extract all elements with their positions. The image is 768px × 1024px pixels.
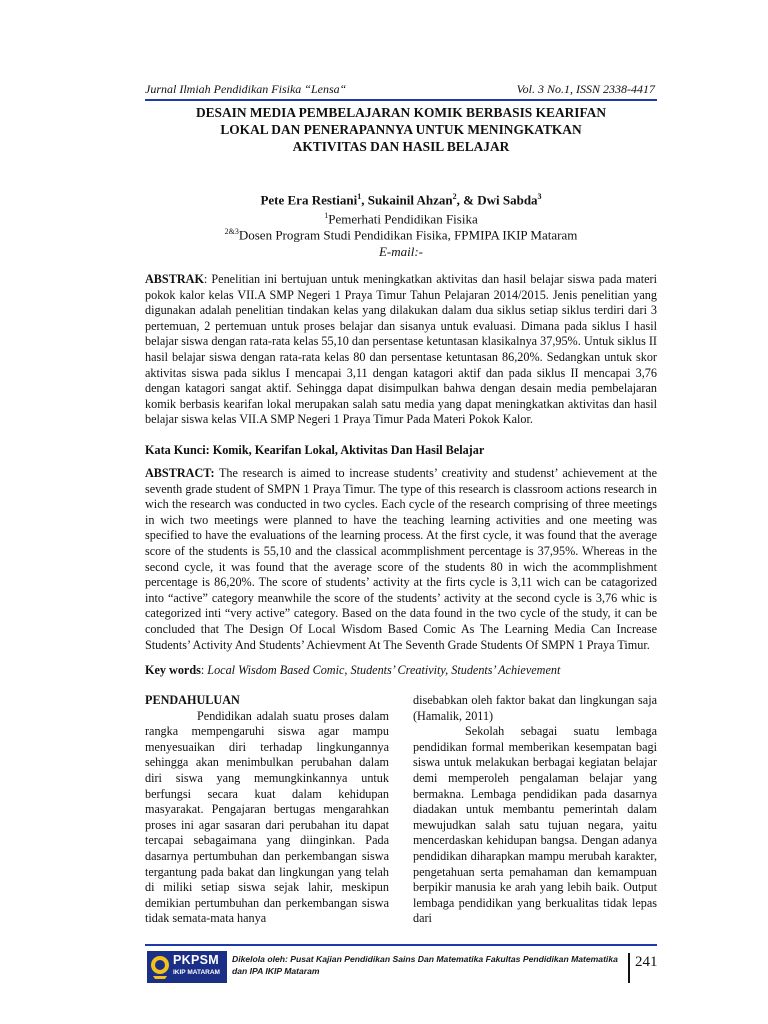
volume-issn: Vol. 3 No.1, ISSN 2338-4417 [516,82,655,96]
author-name: Dwi Sabda [477,192,538,208]
footer-separator [628,953,630,983]
email-line: E-mail:- [378,244,424,259]
author-name: Sukainil Ahzan [367,192,453,208]
page-number: 241 [635,954,658,970]
abstract-paragraph [145,466,657,653]
body-paragraph: Sekolah sebagai suatu lembaga pendidikan formal memberikan kesempatan bagi siswa untuk melakukan berbagai kegiatan belajar demi memperoleh pengalaman belajar yang bermakna. Lembaga pendidikan pada dasarnya diadakan untuk membantu pemerintah dalam mewujudkan salah satu tujuan negara, yaitu mencerdaskan kehidupan bangsa. Dengan adanya pendidikan diharapkan mampu merubah karakter, pengetahuan serta pemahaman dan kemampuan berpikir manusia ke arah yang lebih baik. Output lembaga pendidikan yang berkualitas tidak lepas dari [413,724,657,926]
page-footer [145,944,657,984]
footer-rule [145,944,657,946]
key-words-label: Key words [145,663,201,677]
header-rule [145,99,657,101]
author-name: Pete Era Restiani [260,192,358,208]
affiliation-text: Pemerhati Pendidikan Fisika [328,211,478,227]
affiliation-text: Dosen Program Studi Pendidikan Fisika, FPMIPA IKIP Mataram [238,227,578,243]
author-separator: , & [456,192,478,208]
kata-kunci: Kata Kunci: Komik, Kearifan Lokal, Aktivitas Dan Hasil Belajar [145,443,485,457]
abstract-label: ABSTRACT: [145,466,215,480]
key-words: Key words: Local Wisdom Based Comic, Students’ Creativity, Students’ Achievement [145,663,561,677]
body-paragraph-continuation: disebabkan oleh faktor bakat dan lingkungan saja (Hamalik, 2011) [413,693,657,723]
title-line: AKTIVITAS DAN HASIL BELAJAR [292,139,510,154]
logo-sub: IKIP MATARAM [173,969,220,976]
affiliation-sup: 1 [324,211,329,220]
author-sup: 3 [537,192,542,201]
affiliation-2 [145,227,657,243]
author-sup: 1 [357,192,362,201]
journal-name: Jurnal Ilmiah Pendidikan Fisika “Lensa“ [145,82,347,96]
affiliation-1 [145,211,657,227]
abstract-text: The research is aimed to increase students’ creativity and studenst’ achievement at the seventh grade student of SMPN 1 Praya Timur. The type of this research is classroom actions research in wich the research was conducted in two cycles. Each cycle of the research comprising of three meetings in wich two meetings were planned to have the teaching learning activities and one meeting was specified to have the evaluations of the learning process. At the first cycle, it was found that the average score of the students is 55,10 and the classical acommplishment percentage is 37,95%. Whereas in the second cycle, it was found that the average score of the students 80 in wich the acommplishment percentage is 86,20%. The score of students’ activity at the firts cycle is 3,11 wich can be catagorized into “active” category meanwhile the score of the students’ activity at the second cycle is 3,76 whic is categorized inti “very active” category. Based on the data found in the two cycle of the study, it can be concluded that The Design Of Local Wisdom Based Comic As The Learning Media Can Increase Students’ Activity And Students’ Achievment At The Seventh Grade Students Of SMPN 1 Praya Timur. [145,466,657,652]
logo-brand: PKPSM [173,953,219,967]
title-line: LOKAL DAN PENERAPANNYA UNTUK MENINGKATKAN [220,122,582,137]
body-column-left [145,693,389,927]
abstrak-label: ABSTRAK [145,272,204,286]
abstrak-text: : Penelitian ini bertujuan untuk meningkatkan aktivitas dan hasil belajar siswa pada materi pokok kalor kelas VII.A SMP Negeri 1 Praya Timur Tahun Pelajaran 2014/2015. Jenis penelitian yang digunakan adalah penelitian tindakan kelas yang dilakukan dalam dua siklus setiap siklus terdiri dari 3 pertemuan, 2 pertemuan untuk proses belajar dan sisanya untuk evaluasi. Dimana pada siklus I hasil belajar siswa dengan rata-rata kelas 55,10 dan persentase ketuntasan klasikalnya 37,95%. Untuk siklus II hasil belajar siswa dengan rata-rata kelas 80 dan persentase ketuntasan 86,20%. Sedangkan untuk skor aktivitas siswa pada siklus I mencapai 3,11 dengan katagori aktif dan pada siklus II mencapai 3,76 dengan katagori sangat aktif. Sehingga dapat disimpulkan bahwa dengan desain media pembelajaran komik berbasis kearifan lokal merupakan salah satu media yang dapat meningkatkan aktivitas dan hasil belajar siswa kelas VII.A SMP Negeri 1 Praya Timur Pada Materi Pokok Kalor. [145,272,657,427]
article-title [145,104,657,155]
abstrak-paragraph [145,272,657,428]
footer-text: Dikelola oleh: Pusat Kajian Pendidikan Sains Dan Matematika Fakultas Pendidikan Matematika dan IPA IKIP Mataram [232,954,618,976]
key-words-text: Local Wisdom Based Comic, Students’ Creativity, Students’ Achievement [207,663,561,677]
body-paragraph: Pendidikan adalah suatu proses dalam rangka mempengaruhi siswa agar mampu menyesuaikan diri terhadap lingkungannya sehingga akan menimbulkan perubahan dalam diri siswa yang memungkinkannya untuk berfungsi secara kuat dalam kehidupan masyarakat. Pengajaran bertugas mengarahkan proses ini agar sasaran dari perubahan itu dapat tercapai sebagaimana yang diinginkan. Pada dasarnya pertumbuhan dan perkembangan siswa tergantung pada bakat dan lingkungan yang telah di miliki setiap siswa sejak lahir, meskipun demikian pertumbuhan dan perkembangan siswa tidak semata-mata hanya [145,708,389,926]
author-separator: , [361,192,368,208]
body-column-right [413,693,657,927]
pkpsm-logo [147,951,227,983]
title-line: DESAIN MEDIA PEMBELAJARAN KOMIK BERBASIS KEARIFAN [195,105,607,120]
affiliation-sup: 2&3 [224,227,239,236]
author-list [145,192,657,208]
running-header [145,82,655,97]
emblem-icon [149,954,171,980]
author-sup: 2 [452,192,457,201]
section-heading: PENDAHULUAN [145,693,240,707]
